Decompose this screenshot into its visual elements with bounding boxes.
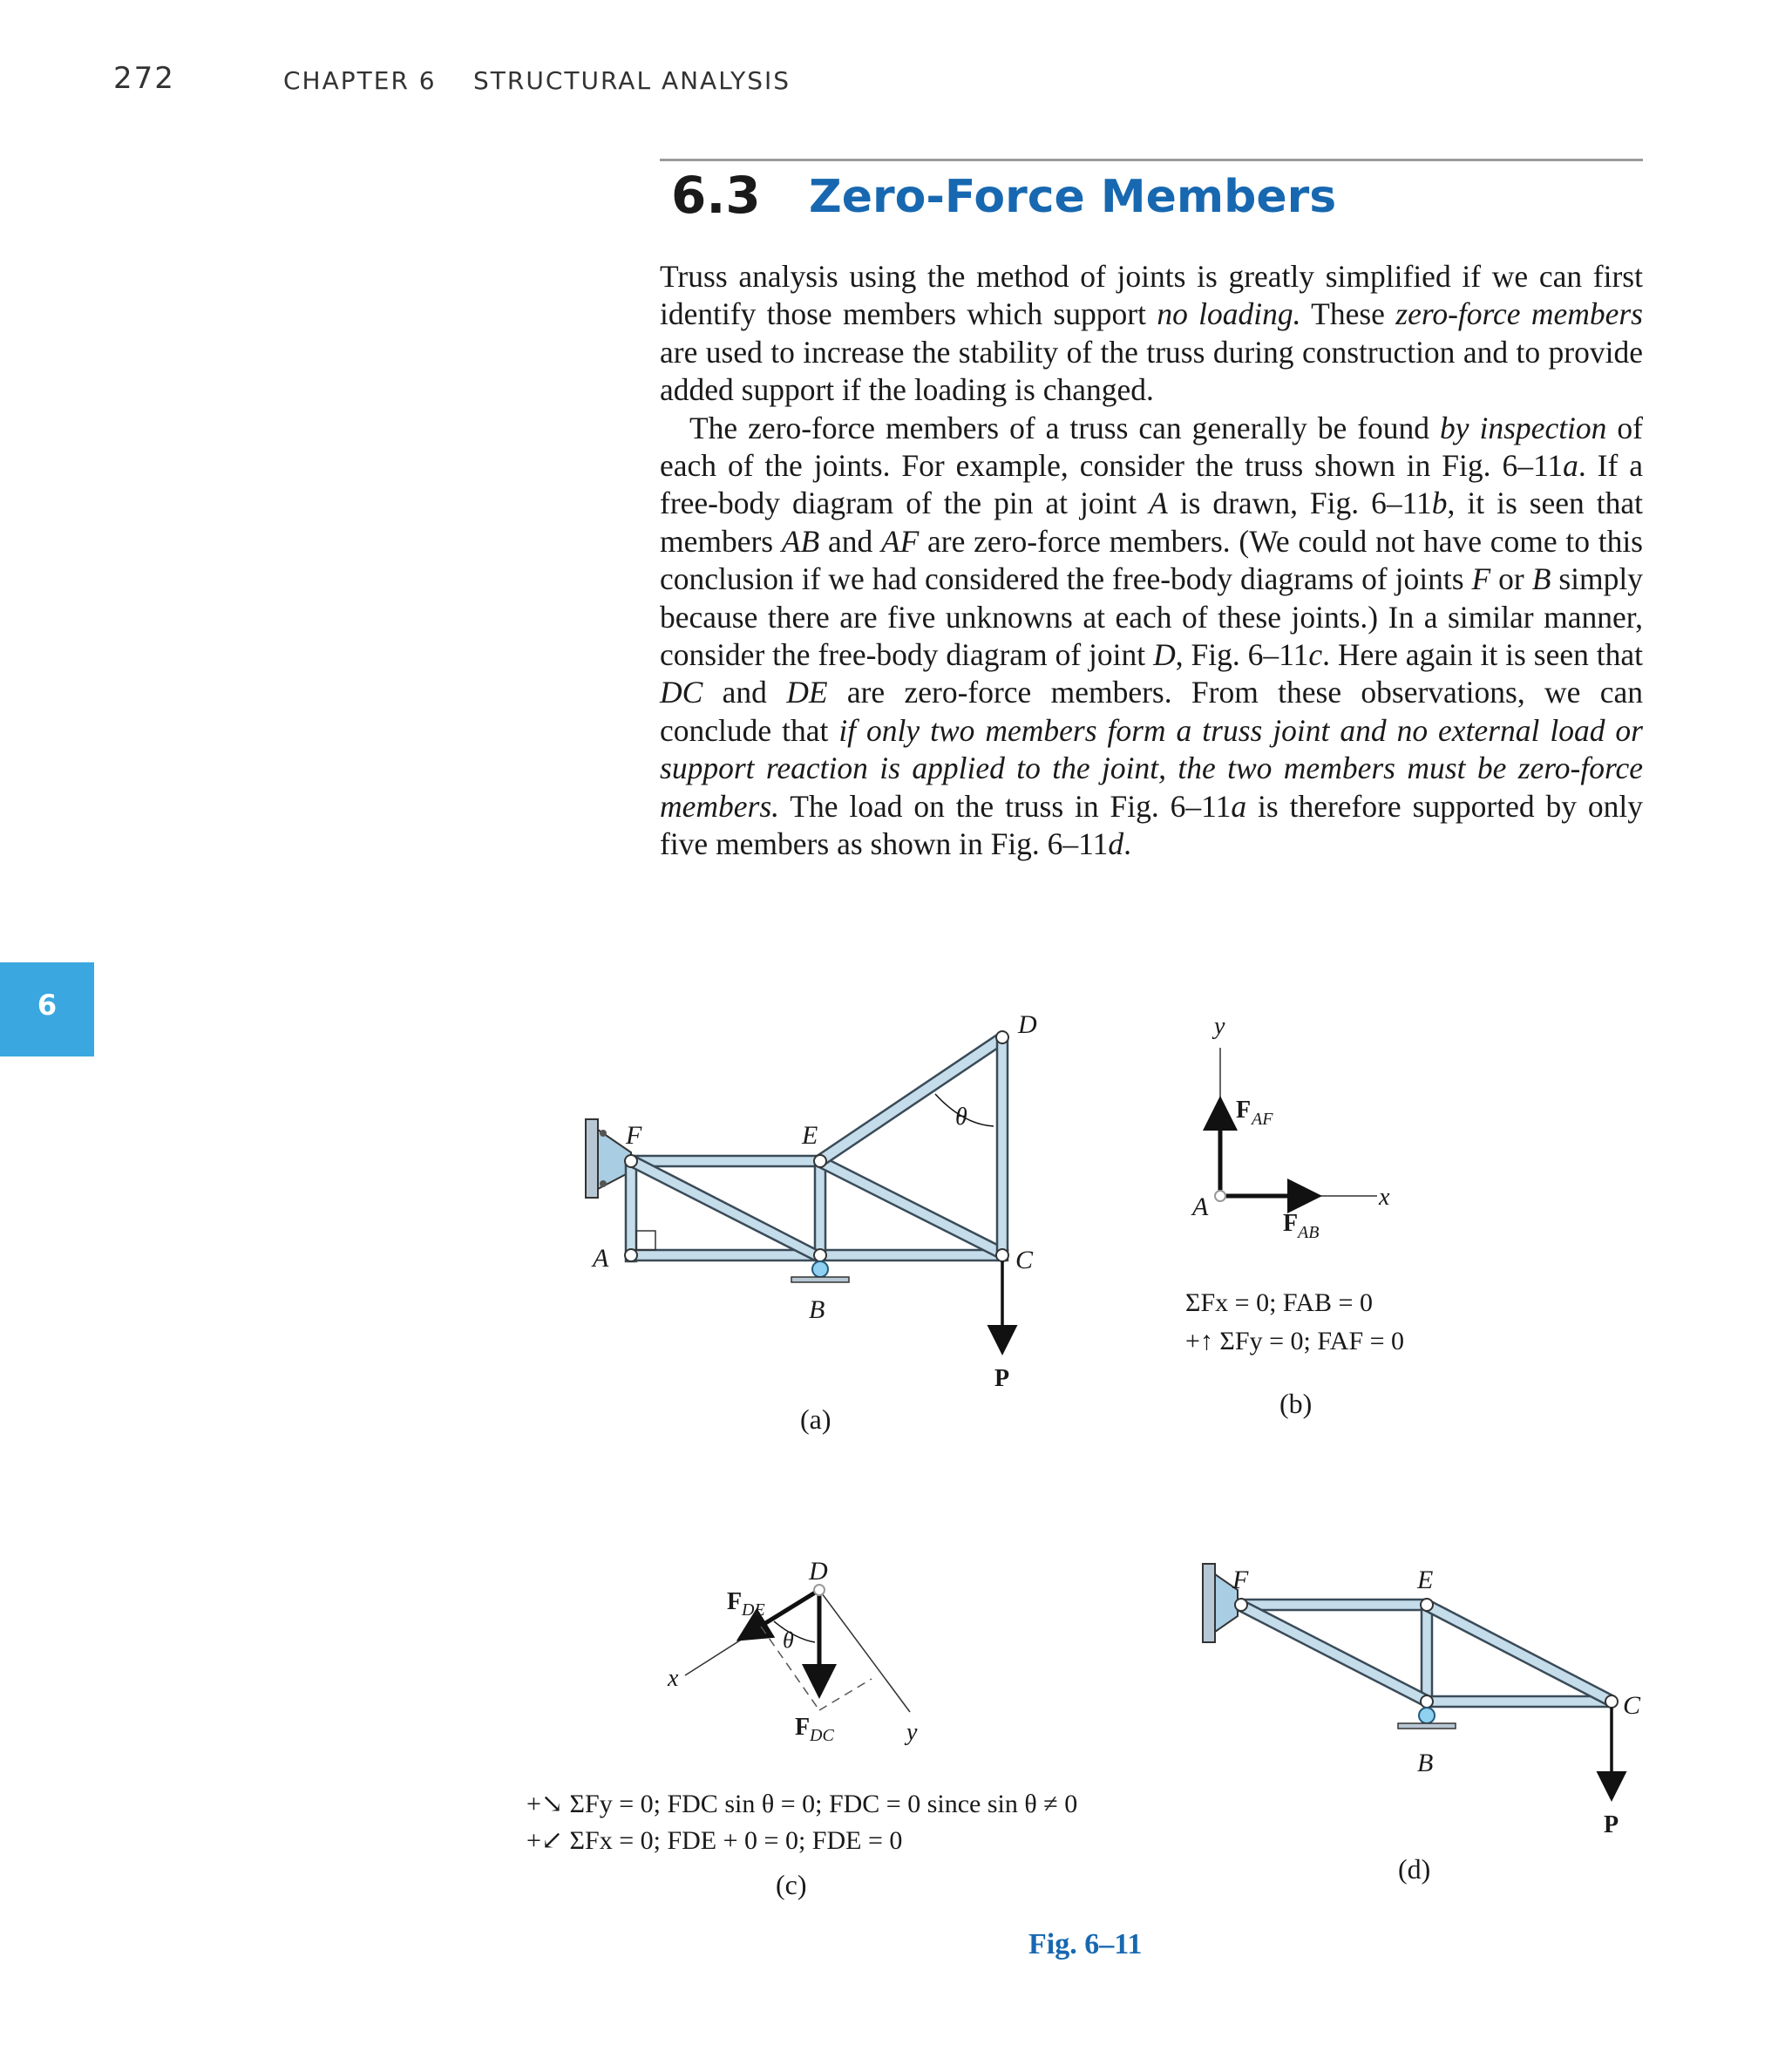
text-run: is drawn, Fig. 6–11 (1167, 486, 1432, 521)
label-A-b: A (1192, 1192, 1209, 1221)
member-DC (997, 1037, 1008, 1255)
bolt (600, 1130, 607, 1137)
equation-c-2: +↙ ΣFx = 0; FDE + 0 = 0; FDE = 0 (526, 1826, 903, 1855)
label-FDC-sub: DC (810, 1726, 834, 1745)
text-run: The load on the truss in Fig. 6–11 (779, 788, 1232, 824)
pin-F-d (1235, 1599, 1247, 1611)
member-BC-d (1427, 1696, 1612, 1707)
roller-support-d (1419, 1708, 1435, 1723)
text-run: is therefore supported by only five members as shown in Fig. 6–11 (660, 788, 1643, 862)
label-theta: θ (955, 1104, 967, 1131)
text-run: are zero-force members. (We could not have come to this conclusion if we had considered the free-body diagrams of joints (660, 523, 1643, 597)
pin-D-fbd (814, 1585, 825, 1595)
text-run-italic: b (1431, 486, 1448, 521)
label-D-c: D (809, 1557, 828, 1586)
member-FA (626, 1162, 636, 1261)
text-run: Truss analysis using the method of joints is greatly simplified if we can first identify those members which support (660, 259, 1643, 332)
pin-E (814, 1155, 826, 1167)
text-run: and (819, 523, 881, 559)
label-B-d: B (1417, 1749, 1434, 1777)
section-running-head: STRUCTURAL ANALYSIS (473, 66, 791, 95)
text-run: . If a free-body diagram of the pin at joint (660, 448, 1644, 521)
label-C: C (1015, 1246, 1034, 1274)
text-run: are used to increase the stability of the truss during construction and to provide added support if the loading is changed. (660, 334, 1643, 408)
label-y: y (1214, 1013, 1225, 1040)
label-FDE: F (727, 1588, 743, 1615)
y-axis-c (819, 1590, 910, 1712)
member-FE-d (1241, 1600, 1426, 1610)
text-run-italic: F (1471, 561, 1491, 597)
bolt (600, 1180, 607, 1187)
label-A: A (593, 1244, 609, 1273)
text-run: and (702, 675, 787, 710)
label-E: E (802, 1121, 818, 1150)
label-FDC: F (795, 1714, 811, 1741)
label-D: D (1018, 1010, 1037, 1039)
label-theta-c: θ (783, 1627, 794, 1653)
text-run-italic: B (1531, 561, 1551, 597)
text-run: or (1490, 561, 1532, 597)
label-F-d: F (1232, 1566, 1249, 1594)
right-angle-mark (636, 1231, 655, 1250)
label-FAF-sub: AF (1252, 1110, 1273, 1129)
roller-base-d (1398, 1723, 1456, 1729)
pin-A-fbd (1215, 1191, 1225, 1201)
label-P-d: P (1604, 1811, 1619, 1838)
text-run-italic: if only two members form a truss joint and no external load or support reaction is applied to the joint, the two members must be zero-force members. (660, 712, 1643, 824)
figure-c-fbd-D (667, 1557, 918, 1746)
label-x-c: x (668, 1665, 679, 1692)
text-run: of each of the joints. For example, consider the truss shown in Fig. 6–11 (660, 410, 1643, 484)
text-run: , Fig. 6–11 (1175, 637, 1309, 673)
pin-E-d (1421, 1599, 1433, 1611)
label-F: F (626, 1121, 642, 1150)
label-B: B (809, 1295, 825, 1324)
text-run-italic: A (1149, 486, 1168, 521)
text-run: . (1123, 826, 1131, 862)
text-run-italic: c (1308, 637, 1323, 673)
roller-base (791, 1277, 849, 1282)
page-number: 272 (113, 61, 175, 96)
member-EC-d (1424, 1600, 1614, 1706)
text-run-italic: a (1231, 788, 1247, 824)
dashed-component (819, 1679, 872, 1710)
figure-a-truss (586, 1010, 1037, 1392)
pin-C-d (1605, 1695, 1618, 1708)
wall-plate (586, 1119, 598, 1198)
pin-D (996, 1031, 1008, 1043)
label-FDE-sub: DE (742, 1600, 765, 1620)
text-run-italic: a (1563, 448, 1578, 484)
wall-plate-d (1203, 1564, 1215, 1642)
text-run: The zero-force members of a truss can generally be found (689, 410, 1441, 445)
text-run: simply because there are five unknowns at each of these joints.) In a similar manner, consider the free-body diagram of joint (660, 561, 1643, 673)
member-FB-d (1238, 1600, 1429, 1706)
pin-B (814, 1249, 826, 1261)
text-run-italic: no loading. (1157, 296, 1301, 332)
text-run-italic: d (1108, 826, 1124, 862)
member-FB (630, 1157, 820, 1260)
text-run-italic: by inspection (1440, 410, 1607, 445)
label-y-c: y (906, 1719, 918, 1746)
text-run: , it is seen that members (660, 486, 1643, 559)
roller-support (812, 1261, 828, 1277)
text-run: . Here again it is seen that (1322, 637, 1643, 673)
section-title: Zero-Force Members (809, 171, 1337, 223)
label-P: P (994, 1365, 1010, 1392)
chapter-label: CHAPTER 6 (283, 66, 437, 95)
label-FAB-sub: AB (1298, 1223, 1320, 1242)
figure-d-truss (1203, 1564, 1641, 1838)
text-run-italic: AF (880, 523, 920, 559)
caption-c: (c) (776, 1869, 807, 1900)
member-ED (816, 1033, 1006, 1166)
equation-b-2: +↑ ΣFy = 0; FAF = 0 (1185, 1327, 1405, 1355)
text-run-italic: zero-force members (1395, 296, 1643, 332)
label-E-d: E (1417, 1566, 1434, 1594)
chapter-tab-label: 6 (37, 988, 58, 1022)
member-EB-d (1422, 1605, 1432, 1702)
text-run: are zero-force members. From these observations, we can conclude that (660, 675, 1643, 748)
label-x: x (1379, 1184, 1390, 1211)
member-FE (634, 1156, 821, 1166)
figure-b-fbd-A (1191, 1013, 1390, 1242)
figure-caption: Fig. 6–11 (1028, 1928, 1143, 1960)
label-FAB: F (1283, 1210, 1299, 1237)
pin-C (996, 1249, 1008, 1261)
member-EB (815, 1162, 825, 1255)
text-run-italic: DC (660, 675, 703, 710)
section-number: 6.3 (671, 166, 761, 225)
caption-b: (b) (1279, 1388, 1313, 1419)
caption-a: (a) (800, 1403, 831, 1435)
label-FAF: F (1236, 1097, 1252, 1124)
text-run-italic: AB (781, 523, 820, 559)
text-run: These (1300, 296, 1396, 332)
pin-A (625, 1249, 637, 1261)
member-EC (818, 1157, 1008, 1260)
theta-arc-c (774, 1621, 815, 1642)
text-run-italic: D (1153, 637, 1176, 673)
label-C-d: C (1623, 1691, 1641, 1720)
equation-c-1: +↘ ΣFy = 0; FDC sin θ = 0; FDC = 0 since sin θ ≠ 0 (526, 1790, 1078, 1818)
equation-b-1: ΣFx = 0; FAB = 0 (1185, 1288, 1373, 1317)
text-run-italic: DE (786, 675, 828, 710)
pin-B-d (1421, 1695, 1433, 1708)
caption-d: (d) (1398, 1853, 1431, 1885)
pin-F (625, 1155, 637, 1167)
